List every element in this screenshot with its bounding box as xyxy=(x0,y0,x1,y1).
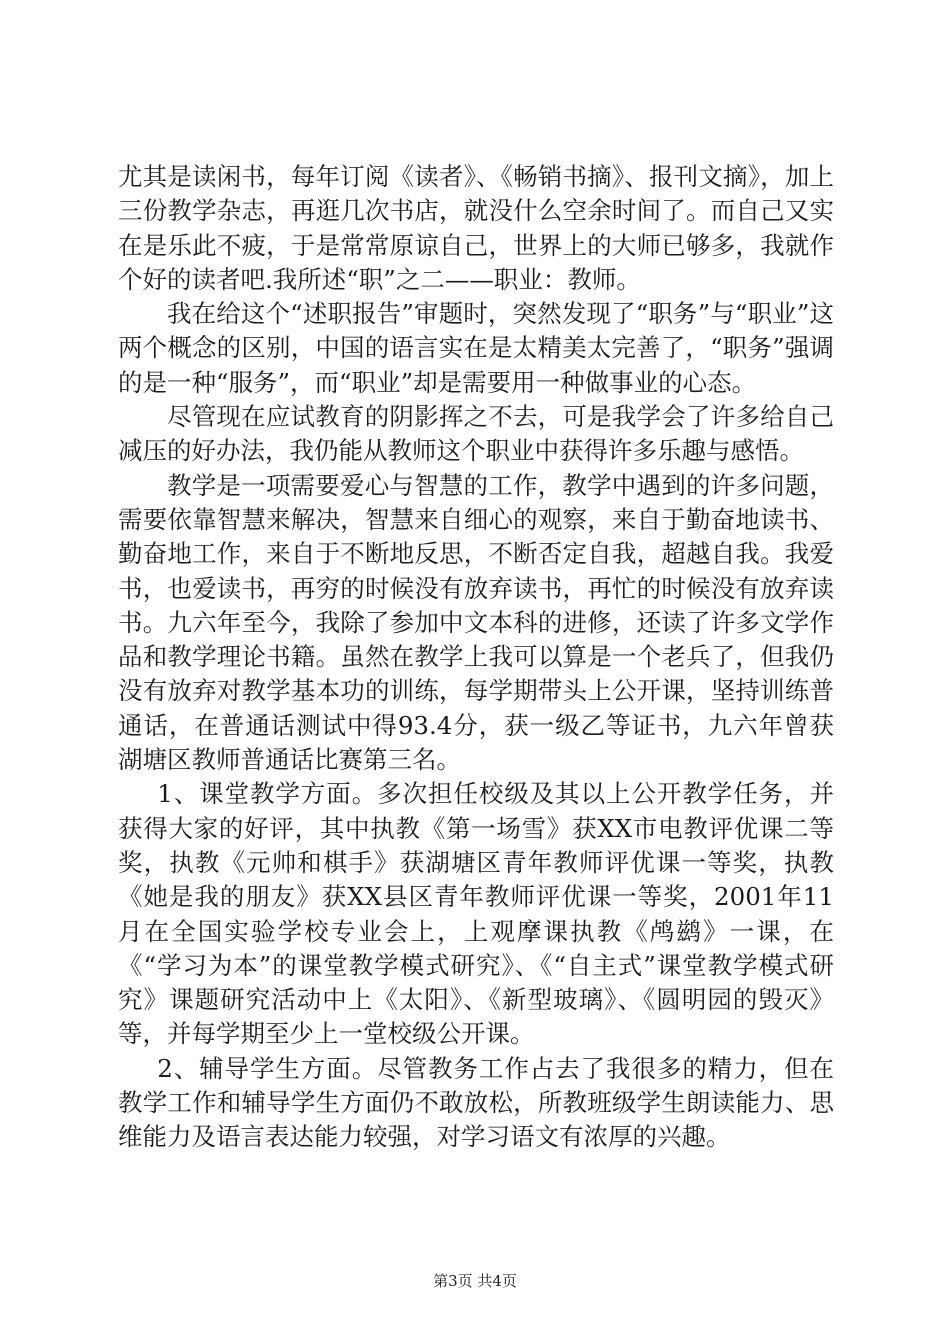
paragraph-reading-habits: 尤其是读闲书，每年订阅《读者》、《畅销书摘》、报刊文摘》，加上三份教学杂志，再逛几次书店，就没什么空余时间了。而自己又实在是乐此不疲，于是常常原谅自己，世界上的大师已够多，我就作个好的读者吧.我所述“职”之二——职业：教师。 xyxy=(118,162,834,294)
page-footer: 第3页 共4页 xyxy=(433,1272,517,1290)
paragraph-teaching-wisdom: 教学是一项需要爱心与智慧的工作，教学中遇到的许多问题，需要依靠智慧来解决，智慧来自细心的观察，来自于勤奋地读书、勤奋地工作，来自于不断地反思，不断否定自我，超越自我。我爱书，也爱读书，再穷的时候没有放弃读书，再忙的时候没有放弃读书。九六年至今，我除了参加中文本科的进修，还读了许多文学作品和教学理论书籍。虽然在教学上我可以算是一个老兵了，但我仍没有放弃对教学基本功的训练，每学期带头上公开课，坚持训练普通话，在普通话测试中得93.4分，获一级乙等证书，九六年曾获湖塘区教师普通话比赛第三名。 xyxy=(118,470,834,775)
paragraph-classroom-teaching: 1、课堂教学方面。多次担任校级及其以上公开教学任务，并获得大家的好评，其中执教《第一场雪》获XX市电教评优课二等奖，执教《元帅和棋手》获湖塘区青年教师评优课一等奖，执教《她是我的朋友》获XX县区青年教师评优课一等奖，2001年11月在全国实验学校专业会上，上观摩课执教《鸬鹚》一课，在《“学习为本”的课堂教学模式研究》、《“自主式”课堂教学模式研究》课题研究活动中上《太阳》、《新型玻璃》、《圆明园的毁灭》等，并每学期至少上一堂校级公开课。 xyxy=(118,779,834,1049)
document-body xyxy=(118,160,834,1155)
paragraph-duty-vs-career: 我在给这个“述职报告”审题时，突然发现了“职务”与“职业”这两个概念的区别，中国的语言实在是太精美太完善了，“职务”强调的是一种“服务”，而“职业”却是需要用一种做事业的心态。 xyxy=(118,299,834,397)
paragraph-stress-relief: 尽管现在应试教育的阴影挥之不去，可是我学会了许多给自己减压的好办法，我仍能从教师这个职业中获得许多乐趣与感悟。 xyxy=(118,402,834,466)
paragraph-student-guidance: 2、辅导学生方面。尽管教务工作占去了我很多的精力，但在教学工作和辅导学生方面仍不敢放松，所教班级学生朗读能力、思维能力及语言表达能力较强，对学习语文有浓厚的兴趣。 xyxy=(118,1053,834,1152)
